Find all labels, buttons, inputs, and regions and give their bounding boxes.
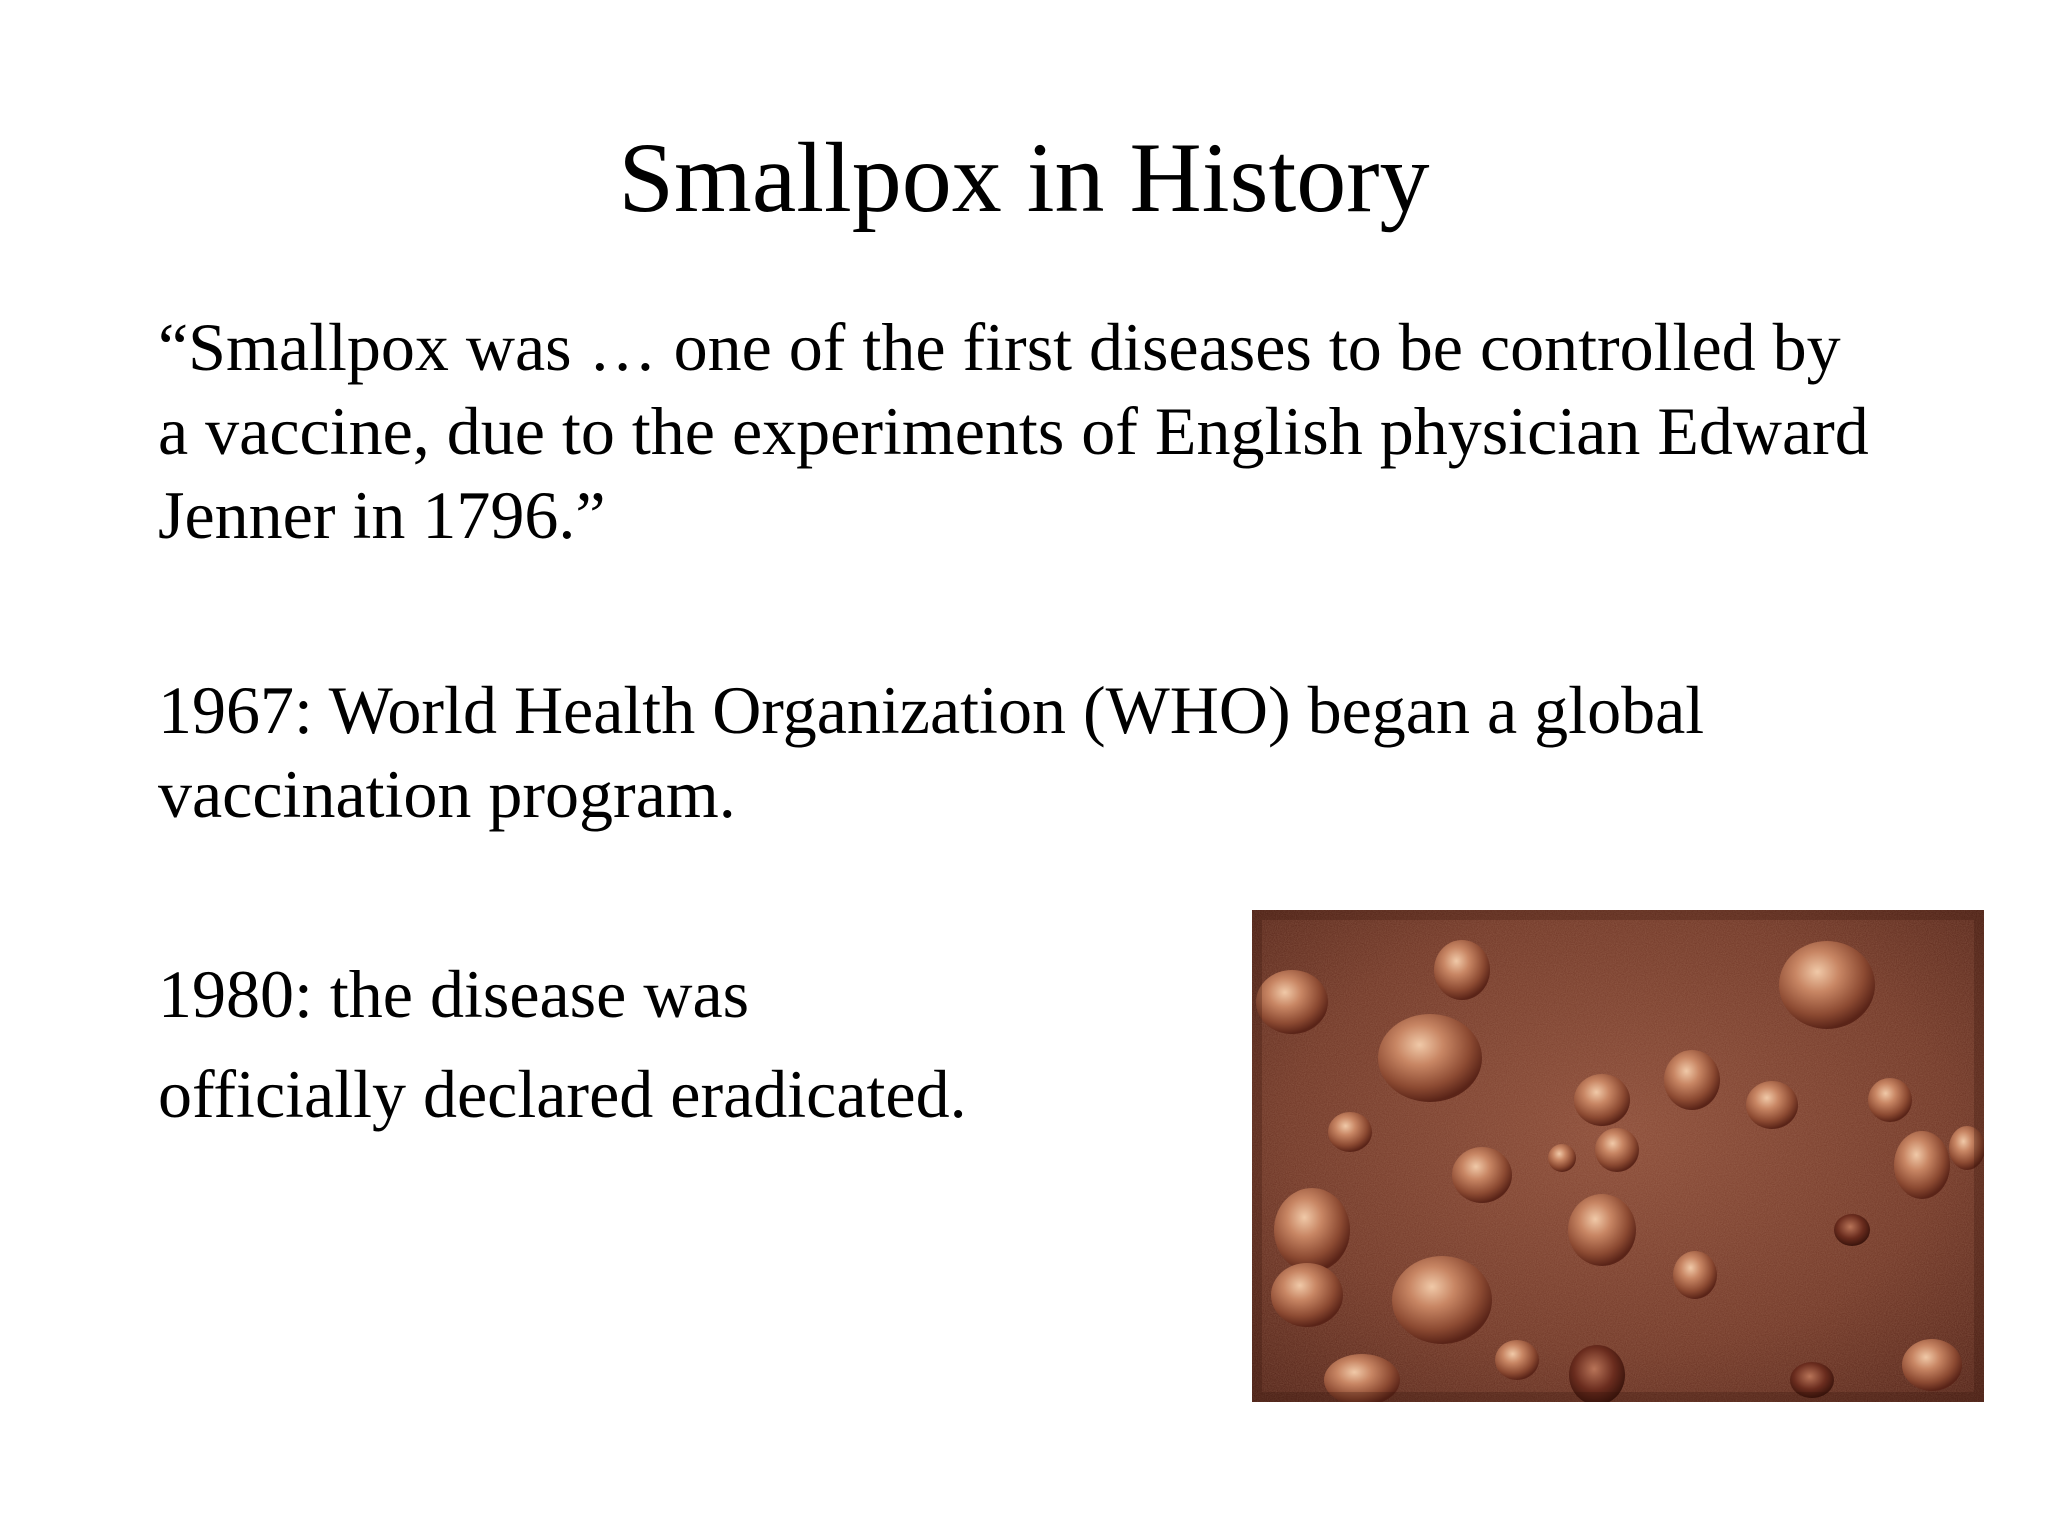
fact-1967-line: 1967: World Health Organization (WHO) began a global (158, 672, 1705, 748)
smallpox-pustules-photo (1252, 910, 1984, 1402)
fact-1967-paragraph (158, 668, 1704, 836)
fact-1967-line: vaccination program. (158, 756, 736, 832)
slide-title: Smallpox in History (618, 122, 1430, 233)
quote-line: Jenner in 1796.” (158, 477, 606, 553)
quote-line: a vaccine, due to the experiments of English physician Edward (158, 393, 1869, 469)
quote-line: “Smallpox was … one of the first diseases to be controlled by (158, 309, 1841, 385)
fact-1980-line: officially declared eradicated. (158, 1056, 967, 1132)
fact-1980-line: 1980: the disease was (158, 956, 750, 1032)
quote-paragraph (158, 305, 1869, 557)
fact-1980-paragraph (158, 944, 967, 1144)
